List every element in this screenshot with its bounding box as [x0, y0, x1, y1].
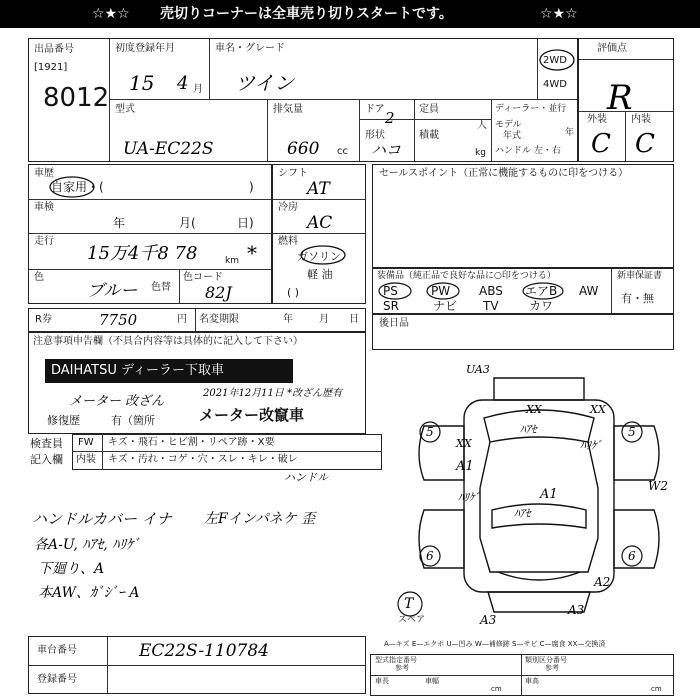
drive-4wd: 4WD: [543, 79, 567, 90]
car-name-value: ツイン: [235, 71, 294, 95]
fuel-paren: ( ): [287, 286, 300, 299]
equip-sr: SR: [383, 299, 399, 313]
legend-text: A—キズ E—エクボ U—凹み W—補修跡 S—サビ C—腐食 XX—交換済: [384, 640, 606, 648]
model-value: UA-EC22S: [123, 139, 214, 159]
salespoint-block: [372, 164, 674, 268]
shift-value: AT: [307, 179, 330, 199]
exterior-value: C: [591, 129, 611, 159]
after-label: 後日品: [379, 318, 409, 329]
dealer-badge-text: DAIHATSU ディーラー下取車: [51, 363, 224, 378]
hand-line1: ハンドルカバー イナ: [32, 510, 172, 528]
interior-note: ハンドル: [284, 471, 328, 484]
repair-value: 有（箇所: [111, 414, 155, 427]
lot-number: 8012: [43, 83, 110, 113]
wheel-fr: 5: [628, 425, 636, 439]
equip-navi: ナビ: [433, 299, 458, 313]
meter-handwritten: メーター 改ざん: [69, 394, 165, 409]
grade-block: [578, 38, 674, 162]
history-paren: ): [249, 180, 254, 194]
shaken-month: 月(: [179, 216, 196, 230]
form-ref1: 参考: [395, 664, 409, 672]
size-unit2: cm: [651, 685, 662, 693]
equipment-block: [372, 268, 674, 314]
shaken-day: 日): [237, 216, 254, 230]
fw-items: キズ・飛石・ヒビ割・リペア跡・X要: [108, 437, 275, 448]
color-code-value: 82J: [205, 283, 232, 302]
dealer-label: ディーラー・並行: [495, 104, 567, 114]
mark-top: UA3: [466, 363, 490, 376]
mileage-unit: km: [225, 256, 239, 266]
lot-sub: [1921]: [34, 62, 68, 73]
displacement-label: 排気量: [273, 104, 303, 115]
first-reg-value: 15: [129, 71, 155, 95]
history-block: [28, 164, 272, 304]
interior-label: 内装: [631, 114, 651, 125]
header-block: [28, 38, 578, 162]
doors-label: ドア: [365, 104, 385, 115]
car-name-label: 車名・グレード: [215, 43, 285, 54]
recycle-block: [28, 308, 366, 332]
drive-circle: [537, 47, 577, 71]
mark-xx2: XX: [590, 403, 606, 416]
fw-label: FW: [78, 437, 94, 448]
banner-stars-left: ☆★☆: [92, 6, 130, 22]
inspector-label: 検査員: [30, 437, 63, 450]
chassis-label: 車台番号: [37, 645, 77, 656]
form-label1: 型式指定番号: [375, 656, 417, 664]
load-label: 積載: [419, 130, 439, 141]
mark-a1-left: A1: [456, 459, 474, 474]
equip-pw: PW: [431, 284, 451, 298]
doors-value: 2: [385, 109, 395, 127]
history-circle: [47, 173, 97, 199]
shape-value: ハコ: [371, 141, 402, 159]
hand-line4: 下廻り、A: [38, 561, 105, 577]
size-label3: 車高: [525, 677, 539, 685]
capacity-label: 定員: [419, 104, 439, 115]
first-reg-label: 初度登録年月: [115, 43, 175, 54]
period-label: 名変期限: [199, 314, 239, 325]
size-label1: 車長: [375, 677, 389, 685]
banner-stars-right: ☆★☆: [540, 6, 578, 22]
period-month: 月: [319, 314, 329, 325]
color-label: 色: [34, 272, 44, 283]
size-unit1: cm: [491, 685, 502, 693]
handle-label: ハンドル 左・右: [495, 146, 561, 156]
period-day: 日: [349, 314, 359, 325]
shaken-year: 年: [113, 216, 126, 230]
interior-value: C: [635, 129, 655, 159]
mark-a3-left: A3: [480, 613, 497, 627]
mileage-value: 15万4千8 78: [87, 243, 198, 264]
exterior-label: 外装: [587, 114, 607, 125]
color-change-label: 色替: [151, 282, 171, 293]
spare-label: スペア: [398, 615, 426, 625]
fuel-diesel: 軽 油: [307, 268, 333, 281]
chassis-block: [28, 636, 366, 694]
load-unit: kg: [475, 148, 486, 158]
model-year-unit: 年: [565, 128, 575, 138]
hand-line5: 本AW、ｶﾞｼﾞｰ A: [38, 585, 140, 601]
repair-label: 修復歴: [47, 414, 80, 427]
mark-xx1: XX: [526, 403, 542, 416]
damage-diagram: [388, 360, 688, 630]
chassis-value: EC22S-110784: [139, 641, 269, 661]
model-year-label2: 年式: [503, 131, 522, 141]
inspector-block: [28, 434, 366, 484]
equip-circles: [377, 281, 577, 301]
interior-row-label: 内装: [76, 454, 96, 465]
color-value: ブルー: [87, 281, 138, 301]
shift-label: シフト: [278, 168, 308, 179]
mileage-mark: *: [247, 241, 257, 265]
entry-label: 記入欄: [30, 453, 63, 466]
form-block: [370, 654, 674, 696]
recycle-value: 7750: [99, 311, 138, 329]
meter-date: 2021年12月11日 *改ざん歴有: [203, 388, 343, 399]
size-label2: 車幅: [425, 677, 439, 685]
form-label2: 類別区分番号: [525, 656, 567, 664]
mark-paase1: ﾊｱｾ: [520, 423, 537, 436]
fuel-gasoline: ガソリン: [297, 250, 341, 263]
interior-items: キズ・汚れ・コゲ・穴・スレ・キレ・破レ: [108, 454, 298, 465]
spare-mark: T: [404, 596, 414, 612]
mark-w2: W2: [648, 479, 668, 493]
month-value: 4: [177, 73, 189, 94]
model-year-label: モデル: [495, 120, 522, 130]
mark-xx3: XX: [456, 437, 472, 450]
drive-2wd: 2WD: [543, 55, 567, 66]
recycle-label: R券: [35, 314, 52, 325]
fuel-label: 燃料: [278, 236, 298, 247]
salespoint-label: セールスポイント（正常に機能するものに印をつける）: [379, 168, 629, 179]
equip-leather: カワ: [529, 299, 554, 313]
banner-text: 売切りコーナーは全車売り切りスタートです。: [160, 6, 453, 22]
form-ref2: 参考: [545, 664, 559, 672]
equip-aw: AW: [579, 284, 599, 298]
model-label: 型式: [115, 104, 135, 115]
mark-a3-right: A3: [568, 603, 585, 617]
period-year: 年: [283, 314, 293, 325]
dealer-badge: [45, 359, 293, 383]
shaken-label: 車検: [34, 202, 54, 213]
meter-tampered: メーター改竄車: [199, 406, 305, 424]
displacement-unit: cc: [337, 146, 348, 157]
hand-line2: 左Fインパネケ 歪: [204, 511, 316, 527]
notes-block: [28, 332, 366, 434]
mark-a2: A2: [594, 575, 611, 589]
wheel-fl: 5: [426, 425, 434, 439]
color-code-label: 色コード: [183, 272, 223, 283]
ac-label: 冷房: [278, 202, 298, 213]
equipment-label: 装備品（純正品で良好な品に○印をつける）: [377, 271, 556, 281]
warranty-value: 有・無: [621, 292, 654, 305]
after-block: [372, 314, 674, 350]
hand-line3: 各A-U, ﾊｱｾ, ﾊﾘｹﾞ: [34, 537, 141, 553]
recycle-unit: 円: [177, 314, 187, 325]
reg-label: 登録番号: [37, 674, 77, 685]
history-value: 自家用・(: [51, 180, 104, 194]
mark-paase2: ﾊｱｾ: [514, 507, 531, 520]
wheel-rl: 6: [426, 549, 434, 563]
grade-label: 評価点: [597, 43, 627, 54]
mark-hariage2: ﾊﾘｹﾞ: [458, 491, 480, 504]
history-label: 車歴: [34, 168, 54, 179]
lot-label: 出品番号: [34, 44, 74, 55]
equip-ps: PS: [383, 284, 398, 298]
caution-label: 注意事項申告欄（不具合内容等は具体的に記入して下さい）: [33, 336, 303, 347]
displacement-value: 660: [287, 139, 320, 159]
grade-value: R: [607, 78, 633, 118]
equip-airbag: エアB: [525, 284, 558, 298]
ac-value: AC: [307, 213, 333, 233]
mark-hariage1: ﾊﾘｹﾞ: [580, 439, 602, 452]
mark-a1-right: A1: [540, 487, 558, 502]
mileage-label: 走行: [34, 236, 54, 247]
shift-block: [272, 164, 366, 304]
warranty-label: 新車保証書: [617, 271, 663, 281]
wheel-rr: 6: [628, 549, 636, 563]
equip-tv: TV: [483, 299, 499, 313]
month-unit: 月: [193, 84, 203, 95]
shape-label: 形状: [365, 130, 385, 141]
capacity-unit: 人: [477, 120, 487, 131]
equip-abs: ABS: [479, 284, 503, 298]
fuel-circle: [299, 243, 349, 265]
banner: [0, 0, 700, 28]
